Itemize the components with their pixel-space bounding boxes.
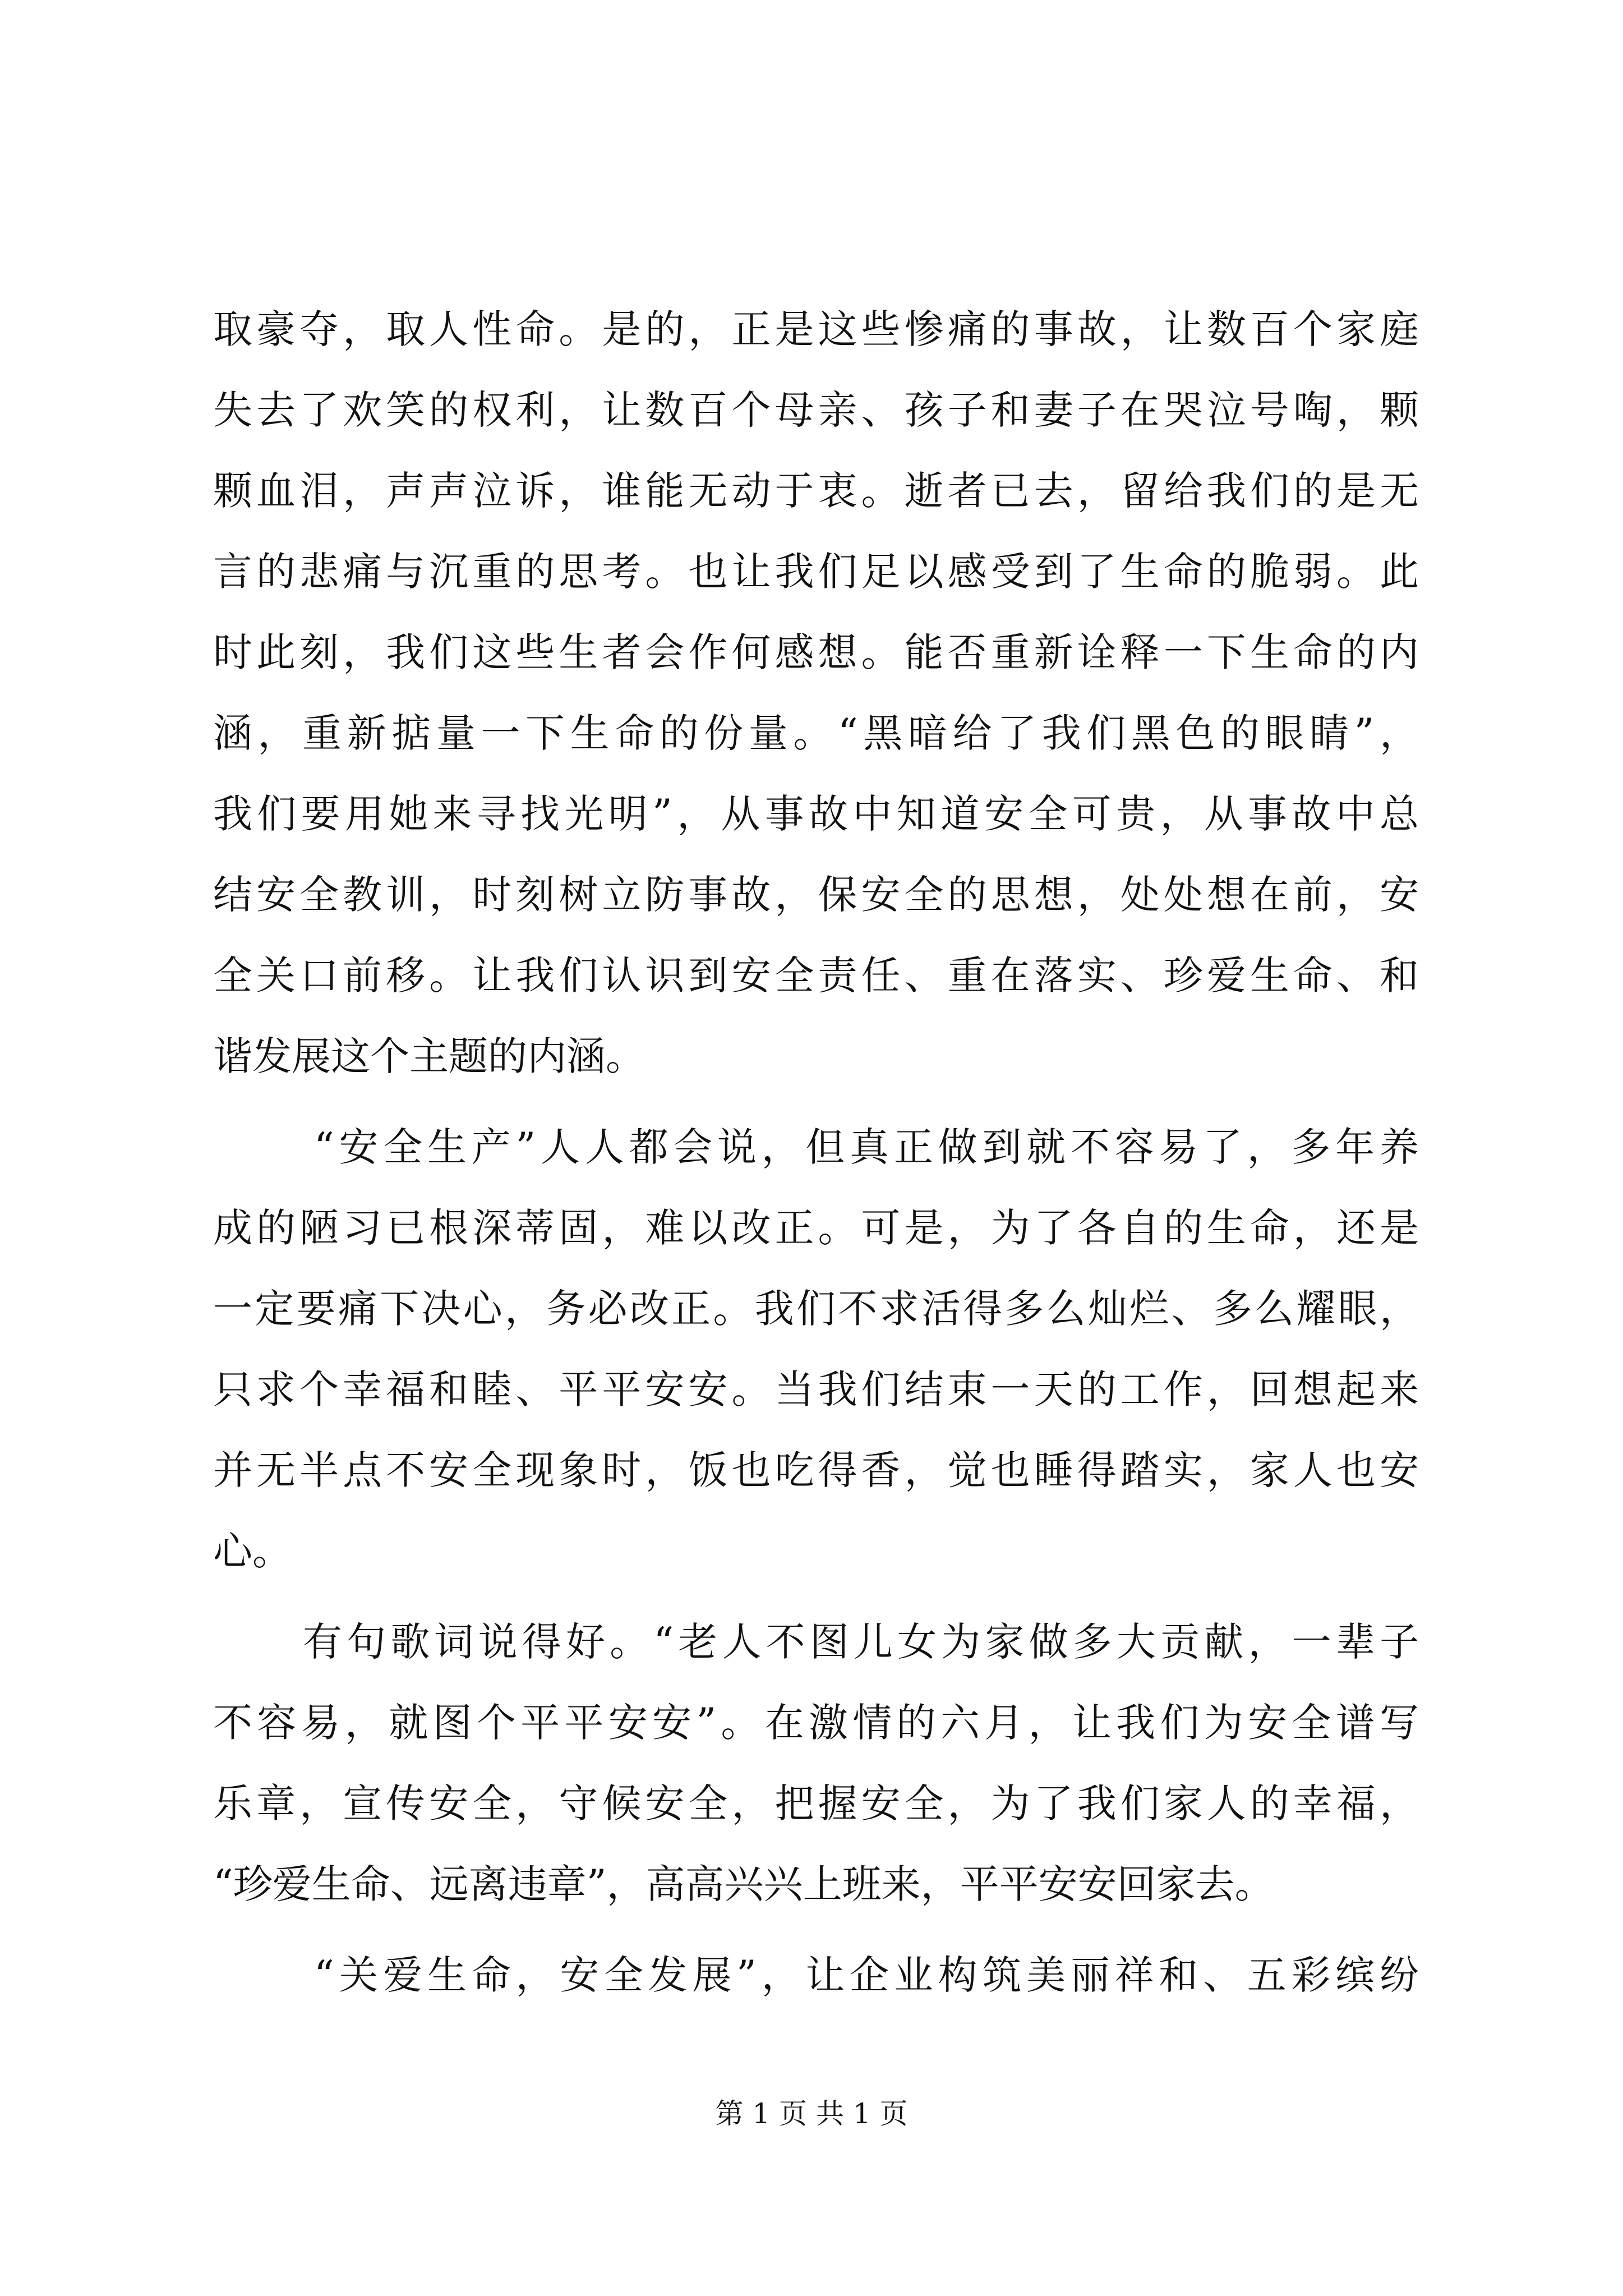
paragraph-3	[213, 1602, 1419, 1925]
text-line: 谐发展这个主题的内涵。	[213, 1033, 645, 1079]
text-line: 言的悲痛与沉重的思考。也让我们足以感受到了生命的脆弱。此	[213, 549, 1419, 595]
paragraph-4	[213, 1935, 1419, 2016]
text-line: 颗血泪，声声泣诉，谁能无动于衷。逝者已去，留给我们的是无	[213, 468, 1419, 514]
text-line: 一定要痛下决心，务必改正。我们不求活得多么灿烂、多么耀眼，	[213, 1286, 1419, 1332]
text-line: 取豪夺，取人性命。是的，正是这些惨痛的事故，让数百个家庭	[213, 306, 1419, 352]
text-line: 结安全教训，时刻树立防事故，保安全的思想，处处想在前，安	[213, 872, 1419, 918]
text-line: 失去了欢笑的权利，让数百个母亲、孩子和妻子在哭泣号啕，颗	[213, 387, 1419, 433]
document-body	[213, 289, 1419, 2016]
text-line: 成的陋习已根深蒂固，难以改正。可是，为了各自的生命，还是	[213, 1205, 1419, 1251]
paragraph-2	[213, 1107, 1419, 1591]
text-line: 不容易，就图个平平安安”。在激情的六月，让我们为安全谱写	[213, 1700, 1419, 1746]
paragraph-1	[213, 289, 1419, 1097]
text-line: 全关口前移。让我们认识到安全责任、重在落实、珍爱生命、和	[213, 953, 1419, 999]
text-line: 涵，重新掂量一下生命的份量。“黑暗给了我们黑色的眼睛”，	[213, 710, 1419, 756]
text-line: “珍爱生命、远离违章”，高高兴兴上班来，平平安安回家去。	[213, 1861, 1274, 1907]
text-line: 时此刻，我们这些生者会作何感想。能否重新诠释一下生命的内	[213, 629, 1419, 675]
page-number-footer: 第 1 页 共 1 页	[715, 2097, 908, 2130]
text-line: 并无半点不安全现象时，饭也吃得香，觉也睡得踏实，家人也安	[213, 1447, 1419, 1493]
text-line: “关爱生命，安全发展”，让企业构筑美丽祥和、五彩缤纷	[314, 1952, 1419, 1998]
text-line: 心。	[213, 1528, 292, 1574]
text-line: 只求个幸福和睦、平平安安。当我们结束一天的工作，回想起来	[213, 1366, 1419, 1412]
text-line: 我们要用她来寻找光明”，从事故中知道安全可贵，从事故中总	[213, 791, 1419, 837]
text-line: “安全生产”人人都会说，但真正做到就不容易了，多年养	[314, 1124, 1419, 1170]
text-line: 有句歌词说得好。“老人不图儿女为家做多大贡献，一辈子	[303, 1619, 1419, 1665]
text-line: 乐章，宣传安全，守候安全，把握安全，为了我们家人的幸福，	[213, 1780, 1419, 1826]
